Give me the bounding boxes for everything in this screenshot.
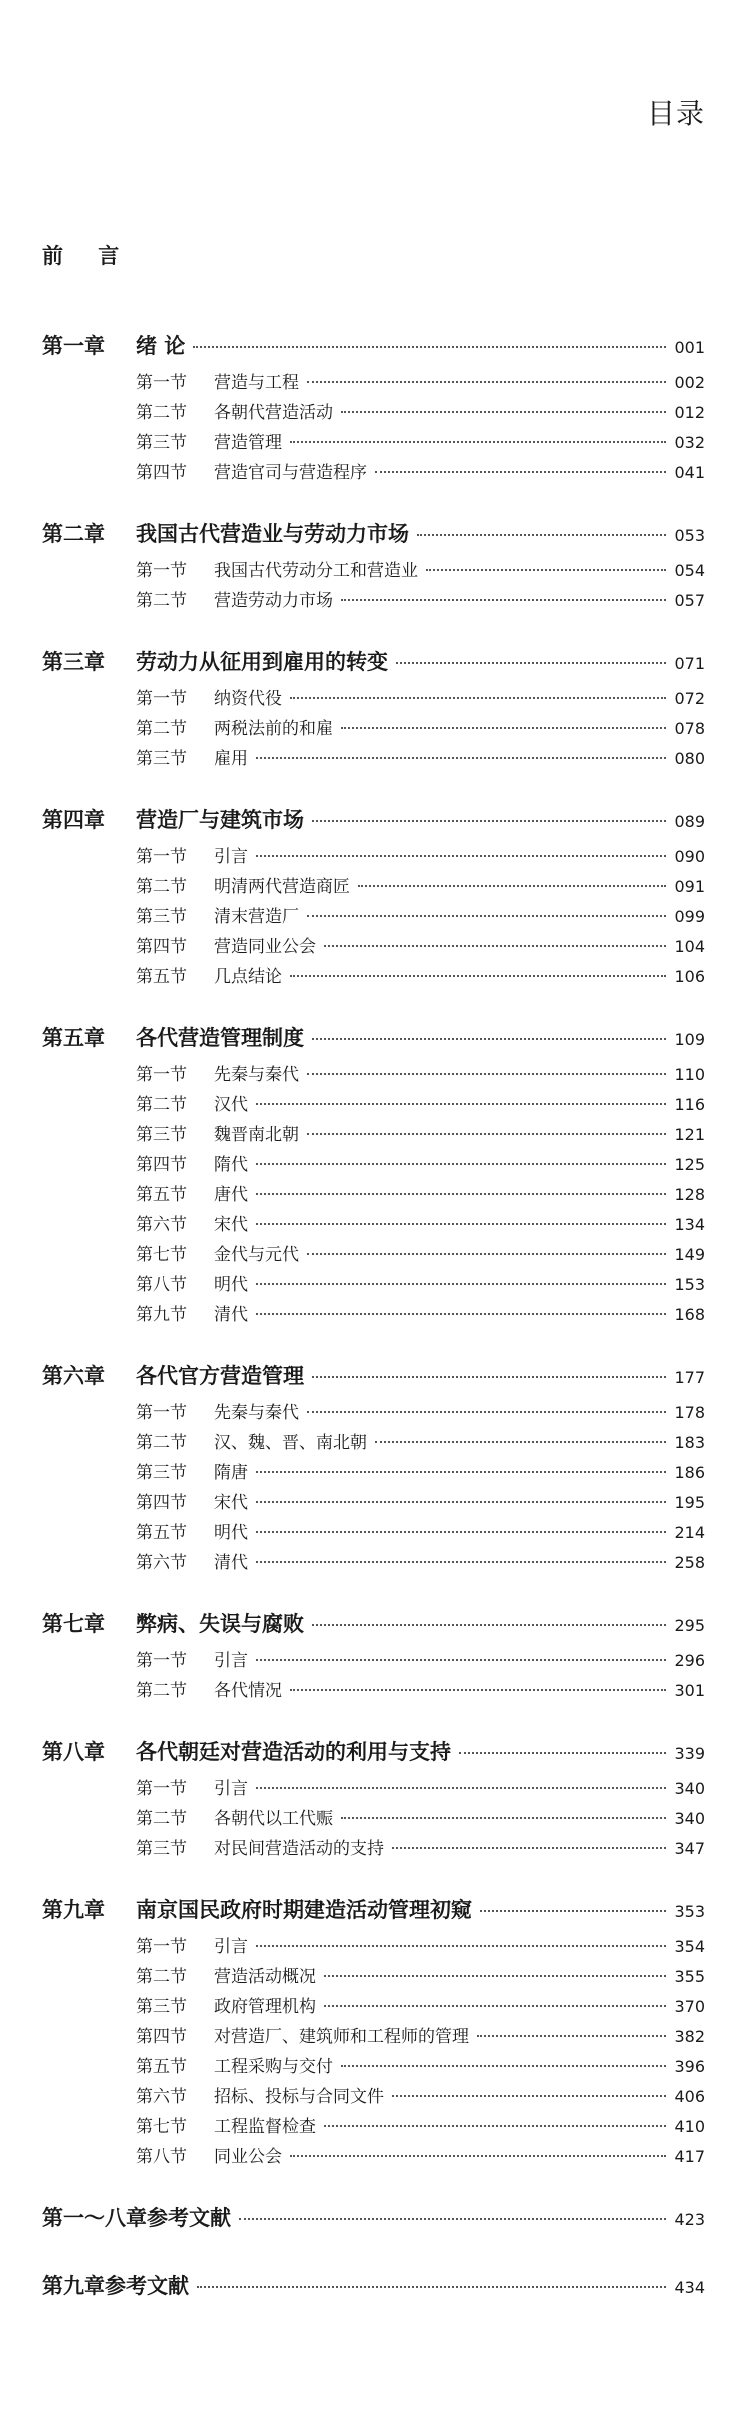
chapter-title: 各代营造管理制度 [136,1025,304,1050]
table-of-contents [42,240,705,2308]
section-number: 第四节 [136,937,187,957]
page-number: 134 [674,1215,705,1234]
section-entry[interactable] [42,1804,705,1834]
section-entry[interactable] [42,1090,705,1120]
section-entry[interactable] [42,1300,705,1330]
section-title: 引言 [214,1779,248,1799]
dot-leader [324,945,666,947]
chapter-title: 各代官方营造管理 [136,1363,304,1388]
dot-leader [312,1624,666,1626]
section-title: 唐代 [214,1185,248,1205]
dot-leader [341,411,666,413]
section-title: 营造同业公会 [214,937,316,957]
section-entry[interactable] [42,2142,705,2172]
dot-leader [256,1787,666,1789]
dot-leader [392,1847,666,1849]
section-title: 营造管理 [214,433,282,453]
section-number: 第五节 [136,967,187,987]
section-entry[interactable] [42,1992,705,2022]
reference-list [42,2202,705,2304]
section-entry[interactable] [42,1676,705,1706]
page-number: 041 [674,463,705,482]
page-number: 382 [674,2027,705,2046]
page-number: 340 [674,1779,705,1798]
chapter-title: 各代朝廷对营造活动的利用与支持 [136,1739,451,1764]
section-title: 先秦与秦代 [214,1065,299,1085]
section-number: 第一节 [136,1937,187,1957]
page-number: 295 [674,1616,705,1635]
dot-leader [312,1038,666,1040]
dot-leader [312,1376,666,1378]
dot-leader [358,885,666,887]
page-number: 214 [674,1523,705,1542]
section-entry[interactable] [42,2082,705,2112]
dot-leader [290,975,666,977]
dot-leader [256,1193,666,1195]
section-title: 魏晋南北朝 [214,1125,299,1145]
dot-leader [239,2218,666,2220]
section-title: 营造劳动力市场 [214,591,333,611]
page-number: 106 [674,967,705,986]
page-number: 423 [674,2210,705,2229]
dot-leader [256,1283,666,1285]
dot-leader [341,1817,666,1819]
section-title: 几点结论 [214,967,282,987]
section-title: 招标、投标与合同文件 [214,2087,384,2107]
section-title: 明代 [214,1275,248,1295]
dot-leader [307,1073,666,1075]
chapter-number: 第三章 [42,649,105,674]
section-entry[interactable] [42,1270,705,1300]
chapter-entry[interactable] [42,804,705,838]
dot-leader [375,1441,666,1443]
page-number: 109 [674,1030,705,1049]
section-title: 汉代 [214,1095,248,1115]
section-title: 各朝代营造活动 [214,403,333,423]
dot-leader [477,2035,666,2037]
page-number: 186 [674,1463,705,1482]
section-entry[interactable] [42,556,705,586]
reference-title: 第一～八章参考文献 [42,2205,231,2230]
section-number: 第七节 [136,1245,187,1265]
page-number: 339 [674,1744,705,1763]
dot-leader [256,1163,666,1165]
section-title: 引言 [214,1651,248,1671]
page-number: 396 [674,2057,705,2076]
page-number: 121 [674,1125,705,1144]
page-number: 178 [674,1403,705,1422]
chapter-number: 第五章 [42,1025,105,1050]
spacer [42,774,705,804]
chapter-entry[interactable] [42,1894,705,1928]
dot-leader [312,820,666,822]
dot-leader [341,2065,666,2067]
section-title: 雇用 [214,749,248,769]
section-entry[interactable] [42,1120,705,1150]
section-entry[interactable] [42,586,705,616]
section-number: 第四节 [136,1493,187,1513]
dot-leader [307,381,666,383]
section-number: 第一节 [136,1651,187,1671]
section-number: 第一节 [136,847,187,867]
section-number: 第一节 [136,1779,187,1799]
page-number: 183 [674,1433,705,1452]
dot-leader [290,2155,666,2157]
dot-leader [459,1752,666,1754]
chapter-entry[interactable] [42,646,705,680]
section-entry[interactable] [42,1962,705,1992]
page-number: 177 [674,1368,705,1387]
section-number: 第三节 [136,1463,187,1483]
section-number: 第六节 [136,1553,187,1573]
page-number: 012 [674,403,705,422]
page-number: 410 [674,2117,705,2136]
section-title: 两税法前的和雇 [214,719,333,739]
section-number: 第二节 [136,1967,187,1987]
dot-leader [256,1659,666,1661]
dot-leader [256,855,666,857]
dot-leader [256,1223,666,1225]
section-title: 各代情况 [214,1681,282,1701]
dot-leader [307,1253,666,1255]
dot-leader [341,599,666,601]
spacer [42,1330,705,1360]
chapter-number: 第一章 [42,333,105,358]
dot-leader [375,471,666,473]
dot-leader [396,662,666,664]
section-number: 第五节 [136,1185,187,1205]
page-number: 128 [674,1185,705,1204]
reference-title: 第九章参考文献 [42,2273,189,2298]
dot-leader [307,1133,666,1135]
section-entry[interactable] [42,842,705,872]
dot-leader [417,534,666,536]
section-title: 清代 [214,1305,248,1325]
chapter-list [42,330,705,2202]
section-entry[interactable] [42,1774,705,1804]
spacer [42,1864,705,1894]
section-title: 先秦与秦代 [214,1403,299,1423]
page-number: 168 [674,1305,705,1324]
section-number: 第八节 [136,1275,187,1295]
section-title: 工程监督检查 [214,2117,316,2137]
section-entry[interactable] [42,1180,705,1210]
section-entry[interactable] [42,1932,705,1962]
page-number: 355 [674,1967,705,1986]
dot-leader [392,2095,666,2097]
section-number: 第五节 [136,1523,187,1543]
reference-entry[interactable] [42,2202,705,2236]
chapter-title: 劳动力从征用到雇用的转变 [136,649,388,674]
dot-leader [480,1910,666,1912]
dot-leader [197,2286,666,2288]
section-title: 营造与工程 [214,373,299,393]
spacer [42,1578,705,1608]
section-entry[interactable] [42,1240,705,1270]
page-number: 195 [674,1493,705,1512]
section-number: 第一节 [136,373,187,393]
dot-leader [193,346,666,348]
section-number: 第三节 [136,907,187,927]
section-number: 第一节 [136,561,187,581]
section-number: 第二节 [136,403,187,423]
dot-leader [324,2005,666,2007]
section-entry[interactable] [42,714,705,744]
section-entry[interactable] [42,1210,705,1240]
section-number: 第五节 [136,2057,187,2077]
dot-leader [256,1313,666,1315]
section-number: 第三节 [136,1125,187,1145]
chapter-number: 第七章 [42,1611,105,1636]
spacer [42,488,705,518]
section-entry[interactable] [42,1834,705,1864]
section-title: 隋唐 [214,1463,248,1483]
section-number: 第四节 [136,2027,187,2047]
reference-entry[interactable] [42,2270,705,2304]
section-title: 宋代 [214,1215,248,1235]
section-number: 第一节 [136,1403,187,1423]
dot-leader [307,1411,666,1413]
section-entry[interactable] [42,932,705,962]
section-title: 明代 [214,1523,248,1543]
section-number: 第三节 [136,749,187,769]
chapter-title: 绪 论 [136,333,186,358]
section-title: 同业公会 [214,2147,282,2167]
chapter-number: 第六章 [42,1363,105,1388]
section-entry[interactable] [42,368,705,398]
section-entry[interactable] [42,428,705,458]
page-number: 116 [674,1095,705,1114]
page-title: 目录 [646,97,705,130]
section-title: 纳资代役 [214,689,282,709]
section-title: 政府管理机构 [214,1997,316,2017]
section-title: 各朝代以工代赈 [214,1809,333,1829]
section-number: 第八节 [136,2147,187,2167]
section-number: 第二节 [136,1433,187,1453]
section-entry[interactable] [42,398,705,428]
section-entry[interactable] [42,2112,705,2142]
section-number: 第一节 [136,1065,187,1085]
dot-leader [324,1975,666,1977]
section-number: 第二节 [136,1809,187,1829]
section-entry[interactable] [42,1458,705,1488]
page-number: 125 [674,1155,705,1174]
chapter-number: 第九章 [42,1897,105,1922]
section-number: 第二节 [136,1095,187,1115]
chapter-entry[interactable] [42,1736,705,1770]
chapter-number: 第二章 [42,521,105,546]
chapter-entry[interactable] [42,1022,705,1056]
page-number: 089 [674,812,705,831]
section-title: 引言 [214,1937,248,1957]
section-number: 第七节 [136,2117,187,2137]
section-title: 我国古代劳动分工和营造业 [214,561,418,581]
dot-leader [324,2125,666,2127]
page-number: 258 [674,1553,705,1572]
section-title: 对民间营造活动的支持 [214,1839,384,1859]
dot-leader [290,697,666,699]
chapter-number: 第八章 [42,1739,105,1764]
page-number: 406 [674,2087,705,2106]
page-number: 434 [674,2278,705,2297]
chapter-title: 营造厂与建筑市场 [136,807,304,832]
page-number: 053 [674,526,705,545]
section-number: 第二节 [136,719,187,739]
page-number: 078 [674,719,705,738]
dot-leader [256,1531,666,1533]
chapter-title: 弊病、失误与腐败 [136,1611,304,1636]
section-title: 明清两代营造商匠 [214,877,350,897]
section-entry[interactable] [42,1428,705,1458]
section-title: 清末营造厂 [214,907,299,927]
dot-leader [307,915,666,917]
page-number: 110 [674,1065,705,1084]
dot-leader [256,1103,666,1105]
section-number: 第二节 [136,591,187,611]
page-number: 002 [674,373,705,392]
spacer [42,1706,705,1736]
section-entry[interactable] [42,902,705,932]
page-number: 153 [674,1275,705,1294]
spacer [42,616,705,646]
page-number: 417 [674,2147,705,2166]
page-number: 071 [674,654,705,673]
section-entry[interactable] [42,1398,705,1428]
page-number: 149 [674,1245,705,1264]
section-entry[interactable] [42,2022,705,2052]
section-title: 工程采购与交付 [214,2057,333,2077]
dot-leader [290,441,666,443]
chapter-title: 我国古代营造业与劳动力市场 [136,521,409,546]
page-number: 104 [674,937,705,956]
section-title: 清代 [214,1553,248,1573]
section-entry[interactable] [42,1548,705,1578]
page-number: 301 [674,1681,705,1700]
page-number: 032 [674,433,705,452]
section-number: 第三节 [136,1839,187,1859]
dot-leader [256,1561,666,1563]
section-entry[interactable] [42,2052,705,2082]
dot-leader [256,757,666,759]
section-entry[interactable] [42,1518,705,1548]
section-entry[interactable] [42,962,705,992]
chapter-entry[interactable] [42,1360,705,1394]
section-title: 对营造厂、建筑师和工程师的管理 [214,2027,469,2047]
chapter-entry[interactable] [42,330,705,364]
page-number: 090 [674,847,705,866]
page-number: 296 [674,1651,705,1670]
section-title: 汉、魏、晋、南北朝 [214,1433,367,1453]
section-title: 隋代 [214,1155,248,1175]
section-entry[interactable] [42,1488,705,1518]
page-number: 057 [674,591,705,610]
section-number: 第六节 [136,1215,187,1235]
page-number: 354 [674,1937,705,1956]
section-number: 第九节 [136,1305,187,1325]
page-number: 091 [674,877,705,896]
page-number: 099 [674,907,705,926]
page-number: 353 [674,1902,705,1921]
page-number: 080 [674,749,705,768]
page-number: 001 [674,338,705,357]
chapter-entry[interactable] [42,1608,705,1642]
section-title: 宋代 [214,1493,248,1513]
section-title: 引言 [214,847,248,867]
dot-leader [341,727,666,729]
dot-leader [256,1945,666,1947]
section-entry[interactable] [42,1060,705,1090]
spacer [42,274,705,330]
page-number: 054 [674,561,705,580]
section-number: 第二节 [136,1681,187,1701]
spacer [42,2172,705,2202]
section-entry[interactable] [42,458,705,488]
section-title: 营造活动概况 [214,1967,316,1987]
dot-leader [426,569,666,571]
section-title: 金代与元代 [214,1245,299,1265]
section-entry[interactable] [42,872,705,902]
section-entry[interactable] [42,744,705,774]
dot-leader [256,1501,666,1503]
dot-leader [290,1689,666,1691]
chapter-title: 南京国民政府时期建造活动管理初窥 [136,1897,472,1922]
spacer [42,2240,705,2270]
section-number: 第六节 [136,2087,187,2107]
section-number: 第二节 [136,877,187,897]
chapter-entry[interactable] [42,518,705,552]
chapter-number: 第四章 [42,807,105,832]
dot-leader [256,1471,666,1473]
page-number: 072 [674,689,705,708]
spacer [42,992,705,1022]
section-entry[interactable] [42,1150,705,1180]
section-title: 营造官司与营造程序 [214,463,367,483]
preface-label: 前 言 [42,243,134,268]
section-entry[interactable] [42,1646,705,1676]
section-number: 第四节 [136,1155,187,1175]
section-number: 第三节 [136,433,187,453]
preface-entry[interactable] [42,240,705,274]
section-number: 第三节 [136,1997,187,2017]
section-number: 第四节 [136,463,187,483]
page-number: 370 [674,1997,705,2016]
page-number: 340 [674,1809,705,1828]
page-number: 347 [674,1839,705,1858]
section-number: 第一节 [136,689,187,709]
section-entry[interactable] [42,684,705,714]
